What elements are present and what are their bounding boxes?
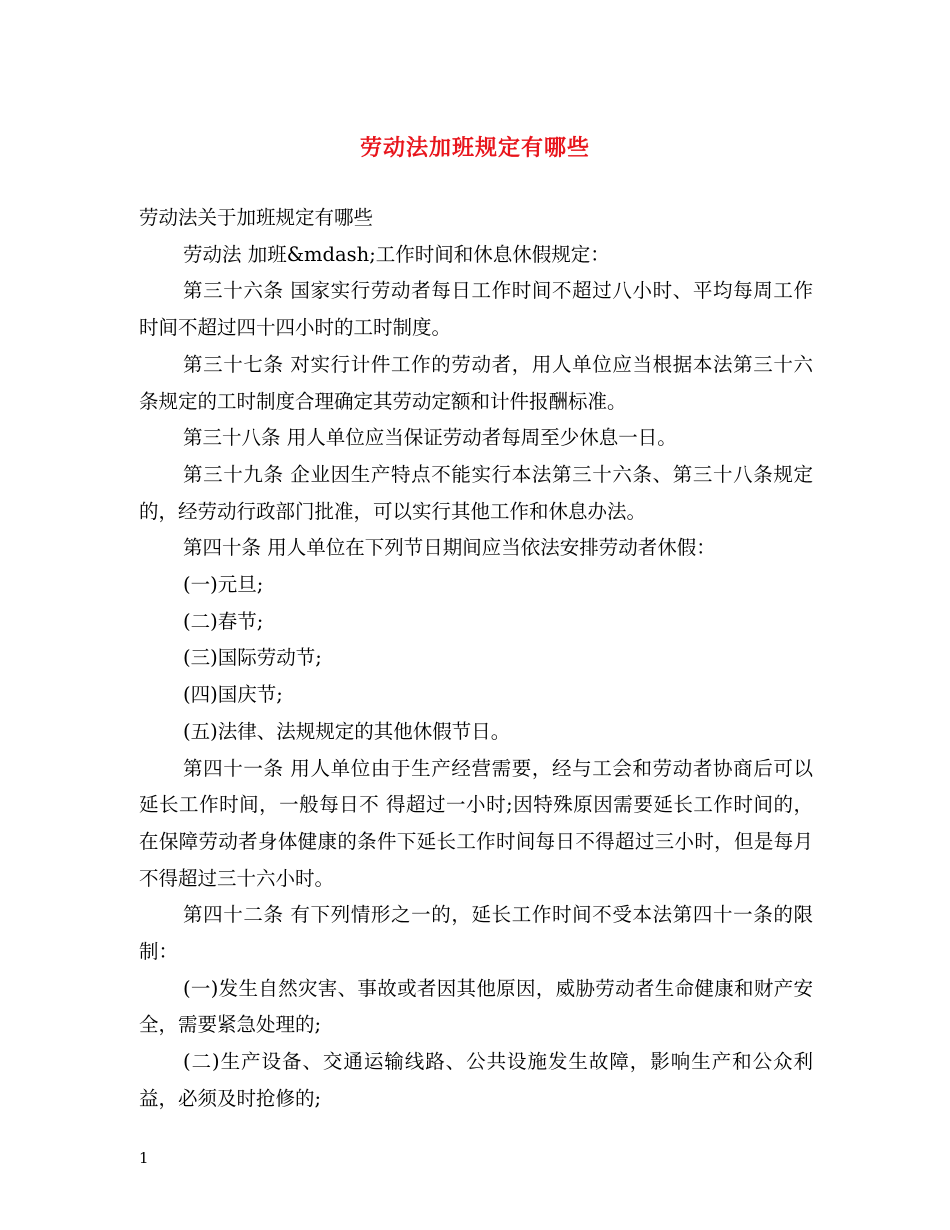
paragraph: 劳动法 加班&mdash;工作时间和休息休假规定： (183, 242, 610, 266)
paragraph: 第四十一条 用人单位由于生产经营需要，经与工会和劳动者协商后可以延长工作时间，一般每日不 得超过一小时;因特殊原因需要延长工作时间的，在保障劳动者身体健康的条件下延长工作时间每日不得超过三小时，但是每月不得超过三十六小时。 (139, 756, 813, 890)
list-item: (二)生产设备、交通运输线路、公共设施发生故障，影响生产和公众利益，必须及时抢修的; (139, 1050, 813, 1110)
paragraph: 劳动法关于加班规定有哪些 (139, 206, 374, 229)
paragraph: 第三十八条 用人单位应当保证劳动者每周至少休息一日。 (183, 426, 677, 450)
paragraph: 第三十九条 企业因生产特点不能实行本法第三十六条、第三十八条规定的，经劳动行政部门批准，可以实行其他工作和休息办法。 (139, 462, 813, 523)
list-item: (四)国庆节; (183, 683, 283, 707)
paragraph: 第四十条 用人单位在下列节日期间应当依法安排劳动者休假： (183, 536, 716, 560)
list-item: (五)法律、法规规定的其他休假节日。 (183, 719, 511, 743)
document-title: 劳动法加班规定有哪些 (359, 135, 590, 161)
document-body (139, 200, 813, 1118)
list-item: (二)春节; (183, 609, 264, 633)
paragraph: 第三十七条 对实行计件工作的劳动者，用人单位应当根据本法第三十六条规定的工时制度合理确定其劳动定额和计件报酬标准。 (139, 352, 813, 413)
paragraph: 第四十二条 有下列情形之一的，延长工作时间不受本法第四十一条的限制： (139, 903, 813, 964)
list-item: (三)国际劳动节; (183, 646, 322, 670)
list-item: (一)发生自然灾害、事故或者因其他原因，威胁劳动者生命健康和财产安全，需要紧急处理的; (139, 976, 813, 1037)
page-number: 1 (139, 1149, 149, 1167)
list-item: (一)元旦; (183, 573, 264, 597)
paragraph: 第三十六条 国家实行劳动者每日工作时间不超过八小时、平均每周工作时间不超过四十四小时的工时制度。 (139, 279, 813, 340)
